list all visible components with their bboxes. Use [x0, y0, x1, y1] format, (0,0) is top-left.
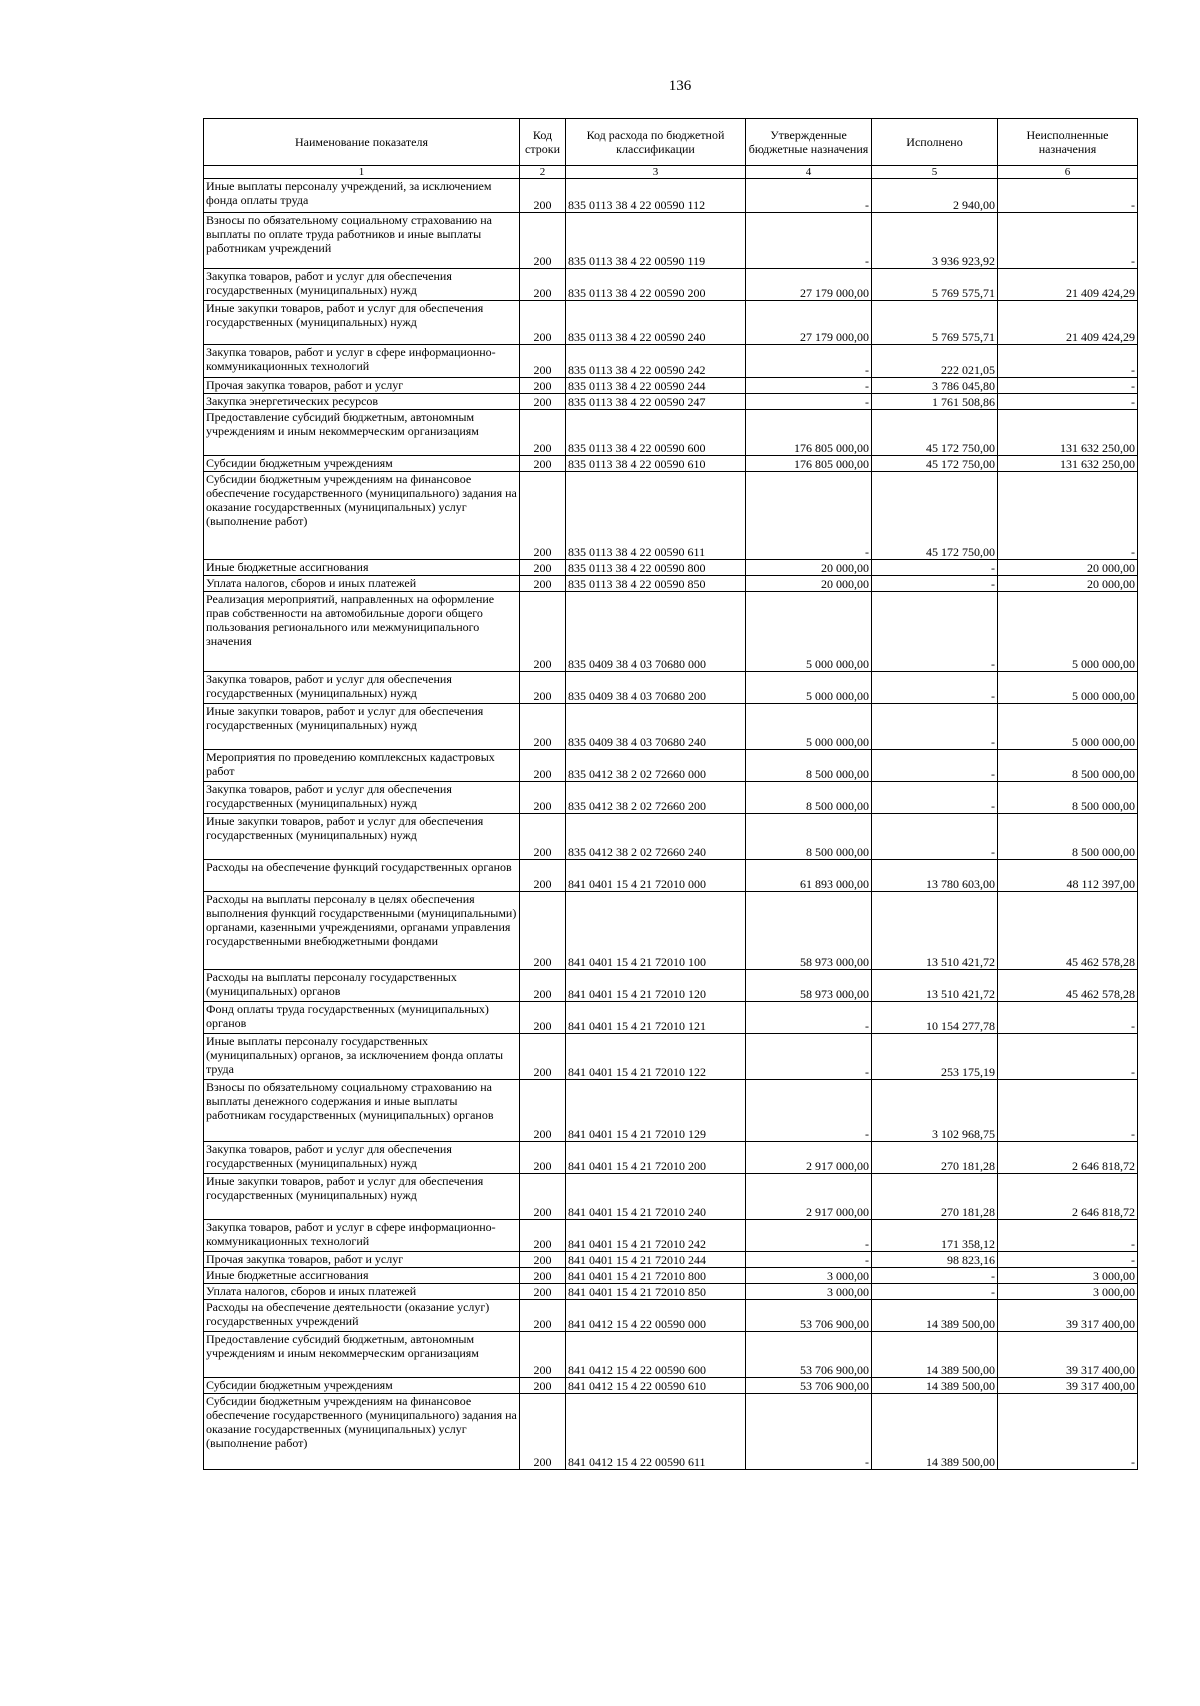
row-line-code-cell: 200 [520, 1252, 566, 1268]
row-budget-code-cell: 841 0401 15 4 21 72010 850 [566, 1284, 746, 1300]
row-unexecuted-cell: 20 000,00 [998, 560, 1138, 576]
row-line-code-cell: 200 [520, 1378, 566, 1394]
table-row [204, 1252, 1138, 1268]
table-row [204, 213, 1138, 269]
table-row [204, 1002, 1138, 1034]
row-approved-cell: 61 893 000,00 [746, 860, 872, 892]
row-name-cell: Прочая закупка товаров, работ и услуг [204, 378, 520, 394]
row-budget-code-cell: 835 0113 38 4 22 00590 247 [566, 394, 746, 410]
row-budget-code-cell: 835 0113 38 4 22 00590 610 [566, 456, 746, 472]
row-line-code-cell: 200 [520, 576, 566, 592]
table-row [204, 704, 1138, 750]
row-unexecuted-cell: 20 000,00 [998, 576, 1138, 592]
row-line-code-cell: 200 [520, 1002, 566, 1034]
row-executed-cell: 171 358,12 [872, 1220, 998, 1252]
row-name-cell: Расходы на обеспечение функций государственных органов [204, 860, 520, 892]
row-line-code-cell: 200 [520, 1394, 566, 1470]
row-unexecuted-cell: 39 317 400,00 [998, 1300, 1138, 1332]
row-name-cell: Иные закупки товаров, работ и услуг для обеспечения государственных (муниципальных) нужд [204, 704, 520, 750]
row-unexecuted-cell: 5 000 000,00 [998, 704, 1138, 750]
row-budget-code-cell: 835 0113 38 4 22 00590 600 [566, 410, 746, 456]
row-approved-cell: 3 000,00 [746, 1268, 872, 1284]
row-budget-code-cell: 835 0113 38 4 22 00590 240 [566, 301, 746, 345]
header-row [204, 119, 1138, 166]
table-row [204, 750, 1138, 782]
row-name-cell: Иные закупки товаров, работ и услуг для обеспечения государственных (муниципальных) нужд [204, 1174, 520, 1220]
row-unexecuted-cell: - [998, 1220, 1138, 1252]
row-name-cell: Закупка товаров, работ и услуг для обеспечения государственных (муниципальных) нужд [204, 672, 520, 704]
row-executed-cell: 3 102 968,75 [872, 1080, 998, 1142]
row-executed-cell: 14 389 500,00 [872, 1332, 998, 1378]
row-unexecuted-cell: - [998, 1002, 1138, 1034]
row-approved-cell: 27 179 000,00 [746, 301, 872, 345]
column-number: 2 [520, 166, 566, 179]
row-unexecuted-cell: - [998, 378, 1138, 394]
row-name-cell: Расходы на выплаты персоналу государственных (муниципальных) органов [204, 970, 520, 1002]
row-name-cell: Взносы по обязательному социальному страхованию на выплаты по оплате труда работников и иные выплаты работникам учреждений [204, 213, 520, 269]
column-number: 3 [566, 166, 746, 179]
row-approved-cell: 53 706 900,00 [746, 1332, 872, 1378]
row-unexecuted-cell: - [998, 1394, 1138, 1470]
row-approved-cell: - [746, 394, 872, 410]
row-approved-cell: - [746, 1394, 872, 1470]
table-row [204, 345, 1138, 378]
row-executed-cell: - [872, 782, 998, 814]
row-unexecuted-cell: 2 646 818,72 [998, 1174, 1138, 1220]
row-line-code-cell: 200 [520, 1220, 566, 1252]
row-approved-cell: - [746, 1252, 872, 1268]
row-name-cell: Расходы на обеспечение деятельности (оказание услуг) государственных учреждений [204, 1300, 520, 1332]
row-budget-code-cell: 835 0113 38 4 22 00590 119 [566, 213, 746, 269]
row-approved-cell: - [746, 1034, 872, 1080]
row-approved-cell: 58 973 000,00 [746, 892, 872, 970]
row-name-cell: Закупка товаров, работ и услуг для обеспечения государственных (муниципальных) нужд [204, 782, 520, 814]
row-line-code-cell: 200 [520, 592, 566, 672]
row-line-code-cell: 200 [520, 472, 566, 560]
row-name-cell: Закупка товаров, работ и услуг для обеспечения государственных (муниципальных) нужд [204, 1142, 520, 1174]
row-line-code-cell: 200 [520, 301, 566, 345]
row-unexecuted-cell: - [998, 213, 1138, 269]
row-approved-cell: - [746, 378, 872, 394]
page-number: 136 [668, 78, 692, 94]
row-line-code-cell: 200 [520, 213, 566, 269]
row-line-code-cell: 200 [520, 560, 566, 576]
row-line-code-cell: 200 [520, 892, 566, 970]
row-executed-cell: - [872, 1284, 998, 1300]
table-row [204, 814, 1138, 860]
row-executed-cell: 253 175,19 [872, 1034, 998, 1080]
row-executed-cell: - [872, 672, 998, 704]
row-line-code-cell: 200 [520, 970, 566, 1002]
row-unexecuted-cell: 45 462 578,28 [998, 892, 1138, 970]
row-name-cell: Иные выплаты персоналу государственных (муниципальных) органов, за исключением фонда оплаты труда [204, 1034, 520, 1080]
row-executed-cell: 270 181,28 [872, 1142, 998, 1174]
row-line-code-cell: 200 [520, 782, 566, 814]
table-row [204, 410, 1138, 456]
row-unexecuted-cell: 5 000 000,00 [998, 672, 1138, 704]
row-name-cell: Иные закупки товаров, работ и услуг для обеспечения государственных (муниципальных) нужд [204, 301, 520, 345]
row-unexecuted-cell: 131 632 250,00 [998, 456, 1138, 472]
table-row [204, 1284, 1138, 1300]
row-budget-code-cell: 835 0113 38 4 22 00590 244 [566, 378, 746, 394]
table-row [204, 560, 1138, 576]
row-budget-code-cell: 841 0412 15 4 22 00590 000 [566, 1300, 746, 1332]
row-name-cell: Уплата налогов, сборов и иных платежей [204, 576, 520, 592]
row-budget-code-cell: 841 0401 15 4 21 72010 200 [566, 1142, 746, 1174]
row-executed-cell: 3 786 045,80 [872, 378, 998, 394]
row-unexecuted-cell: 48 112 397,00 [998, 860, 1138, 892]
row-approved-cell: 20 000,00 [746, 576, 872, 592]
row-unexecuted-cell: 8 500 000,00 [998, 814, 1138, 860]
table-row [204, 860, 1138, 892]
row-unexecuted-cell: 3 000,00 [998, 1268, 1138, 1284]
row-executed-cell: 14 389 500,00 [872, 1378, 998, 1394]
column-number: 5 [872, 166, 998, 179]
table-row [204, 1080, 1138, 1142]
row-line-code-cell: 200 [520, 814, 566, 860]
header-name: Наименование показателя [204, 119, 520, 166]
row-approved-cell: - [746, 179, 872, 213]
row-line-code-cell: 200 [520, 1034, 566, 1080]
row-executed-cell: 1 761 508,86 [872, 394, 998, 410]
row-line-code-cell: 200 [520, 1080, 566, 1142]
row-approved-cell: 5 000 000,00 [746, 592, 872, 672]
row-line-code-cell: 200 [520, 456, 566, 472]
row-unexecuted-cell: 21 409 424,29 [998, 301, 1138, 345]
row-line-code-cell: 200 [520, 1284, 566, 1300]
row-approved-cell: 2 917 000,00 [746, 1142, 872, 1174]
row-name-cell: Фонд оплаты труда государственных (муниципальных) органов [204, 1002, 520, 1034]
row-line-code-cell: 200 [520, 704, 566, 750]
table-row [204, 1268, 1138, 1284]
row-line-code-cell: 200 [520, 750, 566, 782]
table-row [204, 970, 1138, 1002]
row-approved-cell: 8 500 000,00 [746, 814, 872, 860]
table-row [204, 179, 1138, 213]
row-unexecuted-cell: 8 500 000,00 [998, 750, 1138, 782]
row-executed-cell: 45 172 750,00 [872, 410, 998, 456]
row-budget-code-cell: 841 0401 15 4 21 72010 120 [566, 970, 746, 1002]
row-unexecuted-cell: - [998, 1080, 1138, 1142]
row-executed-cell: 45 172 750,00 [872, 472, 998, 560]
header-unexecuted: Неисполненные назначения [998, 119, 1138, 166]
row-executed-cell: 98 823,16 [872, 1252, 998, 1268]
row-name-cell: Расходы на выплаты персоналу в целях обеспечения выполнения функций государственными (муниципальными) органами, казенными учреждениями, органами управления государственными внебюджетными фондами [204, 892, 520, 970]
table-row [204, 378, 1138, 394]
row-executed-cell: 10 154 277,78 [872, 1002, 998, 1034]
row-executed-cell: 13 780 603,00 [872, 860, 998, 892]
row-approved-cell: 53 706 900,00 [746, 1378, 872, 1394]
column-number: 6 [998, 166, 1138, 179]
row-budget-code-cell: 841 0401 15 4 21 72010 121 [566, 1002, 746, 1034]
row-name-cell: Субсидии бюджетным учреждениям [204, 456, 520, 472]
row-line-code-cell: 200 [520, 179, 566, 213]
row-name-cell: Иные бюджетные ассигнования [204, 1268, 520, 1284]
row-line-code-cell: 200 [520, 1300, 566, 1332]
row-unexecuted-cell: 5 000 000,00 [998, 592, 1138, 672]
row-name-cell: Субсидии бюджетным учреждениям на финансовое обеспечение государственного (муниципального) задания на оказание государственных (муниципальных) услуг (выполнение работ) [204, 1394, 520, 1470]
row-approved-cell: 5 000 000,00 [746, 704, 872, 750]
row-unexecuted-cell: - [998, 1252, 1138, 1268]
row-executed-cell: 13 510 421,72 [872, 970, 998, 1002]
row-name-cell: Закупка энергетических ресурсов [204, 394, 520, 410]
row-executed-cell: 5 769 575,71 [872, 301, 998, 345]
row-budget-code-cell: 835 0113 38 4 22 00590 611 [566, 472, 746, 560]
table-row [204, 1034, 1138, 1080]
row-line-code-cell: 200 [520, 410, 566, 456]
row-budget-code-cell: 835 0409 38 4 03 70680 000 [566, 592, 746, 672]
row-approved-cell: 2 917 000,00 [746, 1174, 872, 1220]
row-name-cell: Мероприятия по проведению комплексных кадастровых работ [204, 750, 520, 782]
row-budget-code-cell: 835 0113 38 4 22 00590 850 [566, 576, 746, 592]
table-row [204, 1300, 1138, 1332]
row-budget-code-cell: 835 0113 38 4 22 00590 800 [566, 560, 746, 576]
row-name-cell: Реализация мероприятий, направленных на оформление прав собственности на автомобильные дороги общего пользования регионального или межмуниципального значения [204, 592, 520, 672]
row-approved-cell: 58 973 000,00 [746, 970, 872, 1002]
row-executed-cell: - [872, 750, 998, 782]
table-row [204, 1174, 1138, 1220]
row-unexecuted-cell: 2 646 818,72 [998, 1142, 1138, 1174]
row-name-cell: Взносы по обязательному социальному страхованию на выплаты денежного содержания и иные выплаты работникам государственных (муниципальных) органов [204, 1080, 520, 1142]
column-number-row [204, 166, 1138, 179]
table-row [204, 1394, 1138, 1470]
row-name-cell: Предоставление субсидий бюджетным, автономным учреждениям и иным некоммерческим организациям [204, 1332, 520, 1378]
row-name-cell: Субсидии бюджетным учреждениям [204, 1378, 520, 1394]
row-name-cell: Предоставление субсидий бюджетным, автономным учреждениям и иным некоммерческим организациям [204, 410, 520, 456]
row-approved-cell: 176 805 000,00 [746, 410, 872, 456]
row-unexecuted-cell: 45 462 578,28 [998, 970, 1138, 1002]
row-executed-cell: 270 181,28 [872, 1174, 998, 1220]
row-budget-code-cell: 841 0401 15 4 21 72010 129 [566, 1080, 746, 1142]
row-budget-code-cell: 841 0401 15 4 21 72010 242 [566, 1220, 746, 1252]
row-unexecuted-cell: - [998, 345, 1138, 378]
row-budget-code-cell: 835 0113 38 4 22 00590 242 [566, 345, 746, 378]
row-approved-cell: 8 500 000,00 [746, 750, 872, 782]
row-line-code-cell: 200 [520, 672, 566, 704]
row-approved-cell: 20 000,00 [746, 560, 872, 576]
row-budget-code-cell: 841 0412 15 4 22 00590 610 [566, 1378, 746, 1394]
table-row [204, 1220, 1138, 1252]
row-budget-code-cell: 841 0401 15 4 21 72010 000 [566, 860, 746, 892]
row-name-cell: Уплата налогов, сборов и иных платежей [204, 1284, 520, 1300]
row-executed-cell: 2 940,00 [872, 179, 998, 213]
row-budget-code-cell: 835 0113 38 4 22 00590 200 [566, 269, 746, 301]
row-budget-code-cell: 835 0409 38 4 03 70680 240 [566, 704, 746, 750]
row-executed-cell: 222 021,05 [872, 345, 998, 378]
table-row [204, 782, 1138, 814]
row-name-cell: Иные выплаты персоналу учреждений, за исключением фонда оплаты труда [204, 179, 520, 213]
row-unexecuted-cell: 8 500 000,00 [998, 782, 1138, 814]
row-line-code-cell: 200 [520, 1174, 566, 1220]
row-unexecuted-cell: - [998, 472, 1138, 560]
row-executed-cell: - [872, 560, 998, 576]
column-number: 1 [204, 166, 520, 179]
table-row [204, 1332, 1138, 1378]
row-unexecuted-cell: 21 409 424,29 [998, 269, 1138, 301]
row-unexecuted-cell: 39 317 400,00 [998, 1332, 1138, 1378]
row-approved-cell: - [746, 213, 872, 269]
row-unexecuted-cell: 39 317 400,00 [998, 1378, 1138, 1394]
row-approved-cell: - [746, 1220, 872, 1252]
row-line-code-cell: 200 [520, 1268, 566, 1284]
row-executed-cell: 14 389 500,00 [872, 1300, 998, 1332]
row-line-code-cell: 200 [520, 378, 566, 394]
table-row [204, 269, 1138, 301]
row-budget-code-cell: 841 0401 15 4 21 72010 100 [566, 892, 746, 970]
row-approved-cell: 27 179 000,00 [746, 269, 872, 301]
row-unexecuted-cell: - [998, 179, 1138, 213]
header-executed: Исполнено [872, 119, 998, 166]
table-body [204, 179, 1138, 1470]
row-unexecuted-cell: - [998, 394, 1138, 410]
row-budget-code-cell: 835 0409 38 4 03 70680 200 [566, 672, 746, 704]
row-approved-cell: - [746, 472, 872, 560]
table-row [204, 472, 1138, 560]
row-name-cell: Субсидии бюджетным учреждениям на финансовое обеспечение государственного (муниципального) задания на оказание государственных (муниципальных) услуг (выполнение работ) [204, 472, 520, 560]
table-row [204, 456, 1138, 472]
table-row [204, 576, 1138, 592]
row-name-cell: Иные закупки товаров, работ и услуг для обеспечения государственных (муниципальных) нужд [204, 814, 520, 860]
row-budget-code-cell: 841 0401 15 4 21 72010 800 [566, 1268, 746, 1284]
row-approved-cell: - [746, 1080, 872, 1142]
budget-report-table [203, 118, 1138, 1470]
header-budget-code: Код расхода по бюджетной классификации [566, 119, 746, 166]
table-row [204, 1378, 1138, 1394]
row-budget-code-cell: 841 0401 15 4 21 72010 244 [566, 1252, 746, 1268]
row-line-code-cell: 200 [520, 860, 566, 892]
row-approved-cell: 3 000,00 [746, 1284, 872, 1300]
row-executed-cell: 45 172 750,00 [872, 456, 998, 472]
row-executed-cell: - [872, 592, 998, 672]
row-unexecuted-cell: - [998, 1034, 1138, 1080]
row-executed-cell: 13 510 421,72 [872, 892, 998, 970]
row-line-code-cell: 200 [520, 1142, 566, 1174]
row-budget-code-cell: 841 0401 15 4 21 72010 240 [566, 1174, 746, 1220]
table-row [204, 394, 1138, 410]
row-budget-code-cell: 835 0412 38 2 02 72660 200 [566, 782, 746, 814]
row-budget-code-cell: 835 0113 38 4 22 00590 112 [566, 179, 746, 213]
table-row [204, 1142, 1138, 1174]
row-unexecuted-cell: 3 000,00 [998, 1284, 1138, 1300]
row-approved-cell: 53 706 900,00 [746, 1300, 872, 1332]
row-line-code-cell: 200 [520, 1332, 566, 1378]
row-approved-cell: - [746, 1002, 872, 1034]
row-name-cell: Закупка товаров, работ и услуг для обеспечения государственных (муниципальных) нужд [204, 269, 520, 301]
row-approved-cell: 5 000 000,00 [746, 672, 872, 704]
table-row [204, 592, 1138, 672]
row-approved-cell: - [746, 345, 872, 378]
row-executed-cell: - [872, 1268, 998, 1284]
table-row [204, 301, 1138, 345]
header-approved: Утвержденные бюджетные назначения [746, 119, 872, 166]
table-row [204, 672, 1138, 704]
row-line-code-cell: 200 [520, 269, 566, 301]
row-executed-cell: 5 769 575,71 [872, 269, 998, 301]
row-unexecuted-cell: 131 632 250,00 [998, 410, 1138, 456]
row-budget-code-cell: 841 0412 15 4 22 00590 600 [566, 1332, 746, 1378]
row-budget-code-cell: 841 0412 15 4 22 00590 611 [566, 1394, 746, 1470]
column-number: 4 [746, 166, 872, 179]
row-executed-cell: 14 389 500,00 [872, 1394, 998, 1470]
table-row [204, 892, 1138, 970]
row-name-cell: Прочая закупка товаров, работ и услуг [204, 1252, 520, 1268]
row-budget-code-cell: 835 0412 38 2 02 72660 000 [566, 750, 746, 782]
row-name-cell: Закупка товаров, работ и услуг в сфере информационно-коммуникационных технологий [204, 1220, 520, 1252]
row-name-cell: Закупка товаров, работ и услуг в сфере информационно-коммуникационных технологий [204, 345, 520, 378]
row-line-code-cell: 200 [520, 345, 566, 378]
row-executed-cell: 3 936 923,92 [872, 213, 998, 269]
row-budget-code-cell: 841 0401 15 4 21 72010 122 [566, 1034, 746, 1080]
row-name-cell: Иные бюджетные ассигнования [204, 560, 520, 576]
row-line-code-cell: 200 [520, 394, 566, 410]
row-approved-cell: 176 805 000,00 [746, 456, 872, 472]
row-executed-cell: - [872, 704, 998, 750]
row-executed-cell: - [872, 576, 998, 592]
row-approved-cell: 8 500 000,00 [746, 782, 872, 814]
row-executed-cell: - [872, 814, 998, 860]
header-line-code: Код строки [520, 119, 566, 166]
row-budget-code-cell: 835 0412 38 2 02 72660 240 [566, 814, 746, 860]
